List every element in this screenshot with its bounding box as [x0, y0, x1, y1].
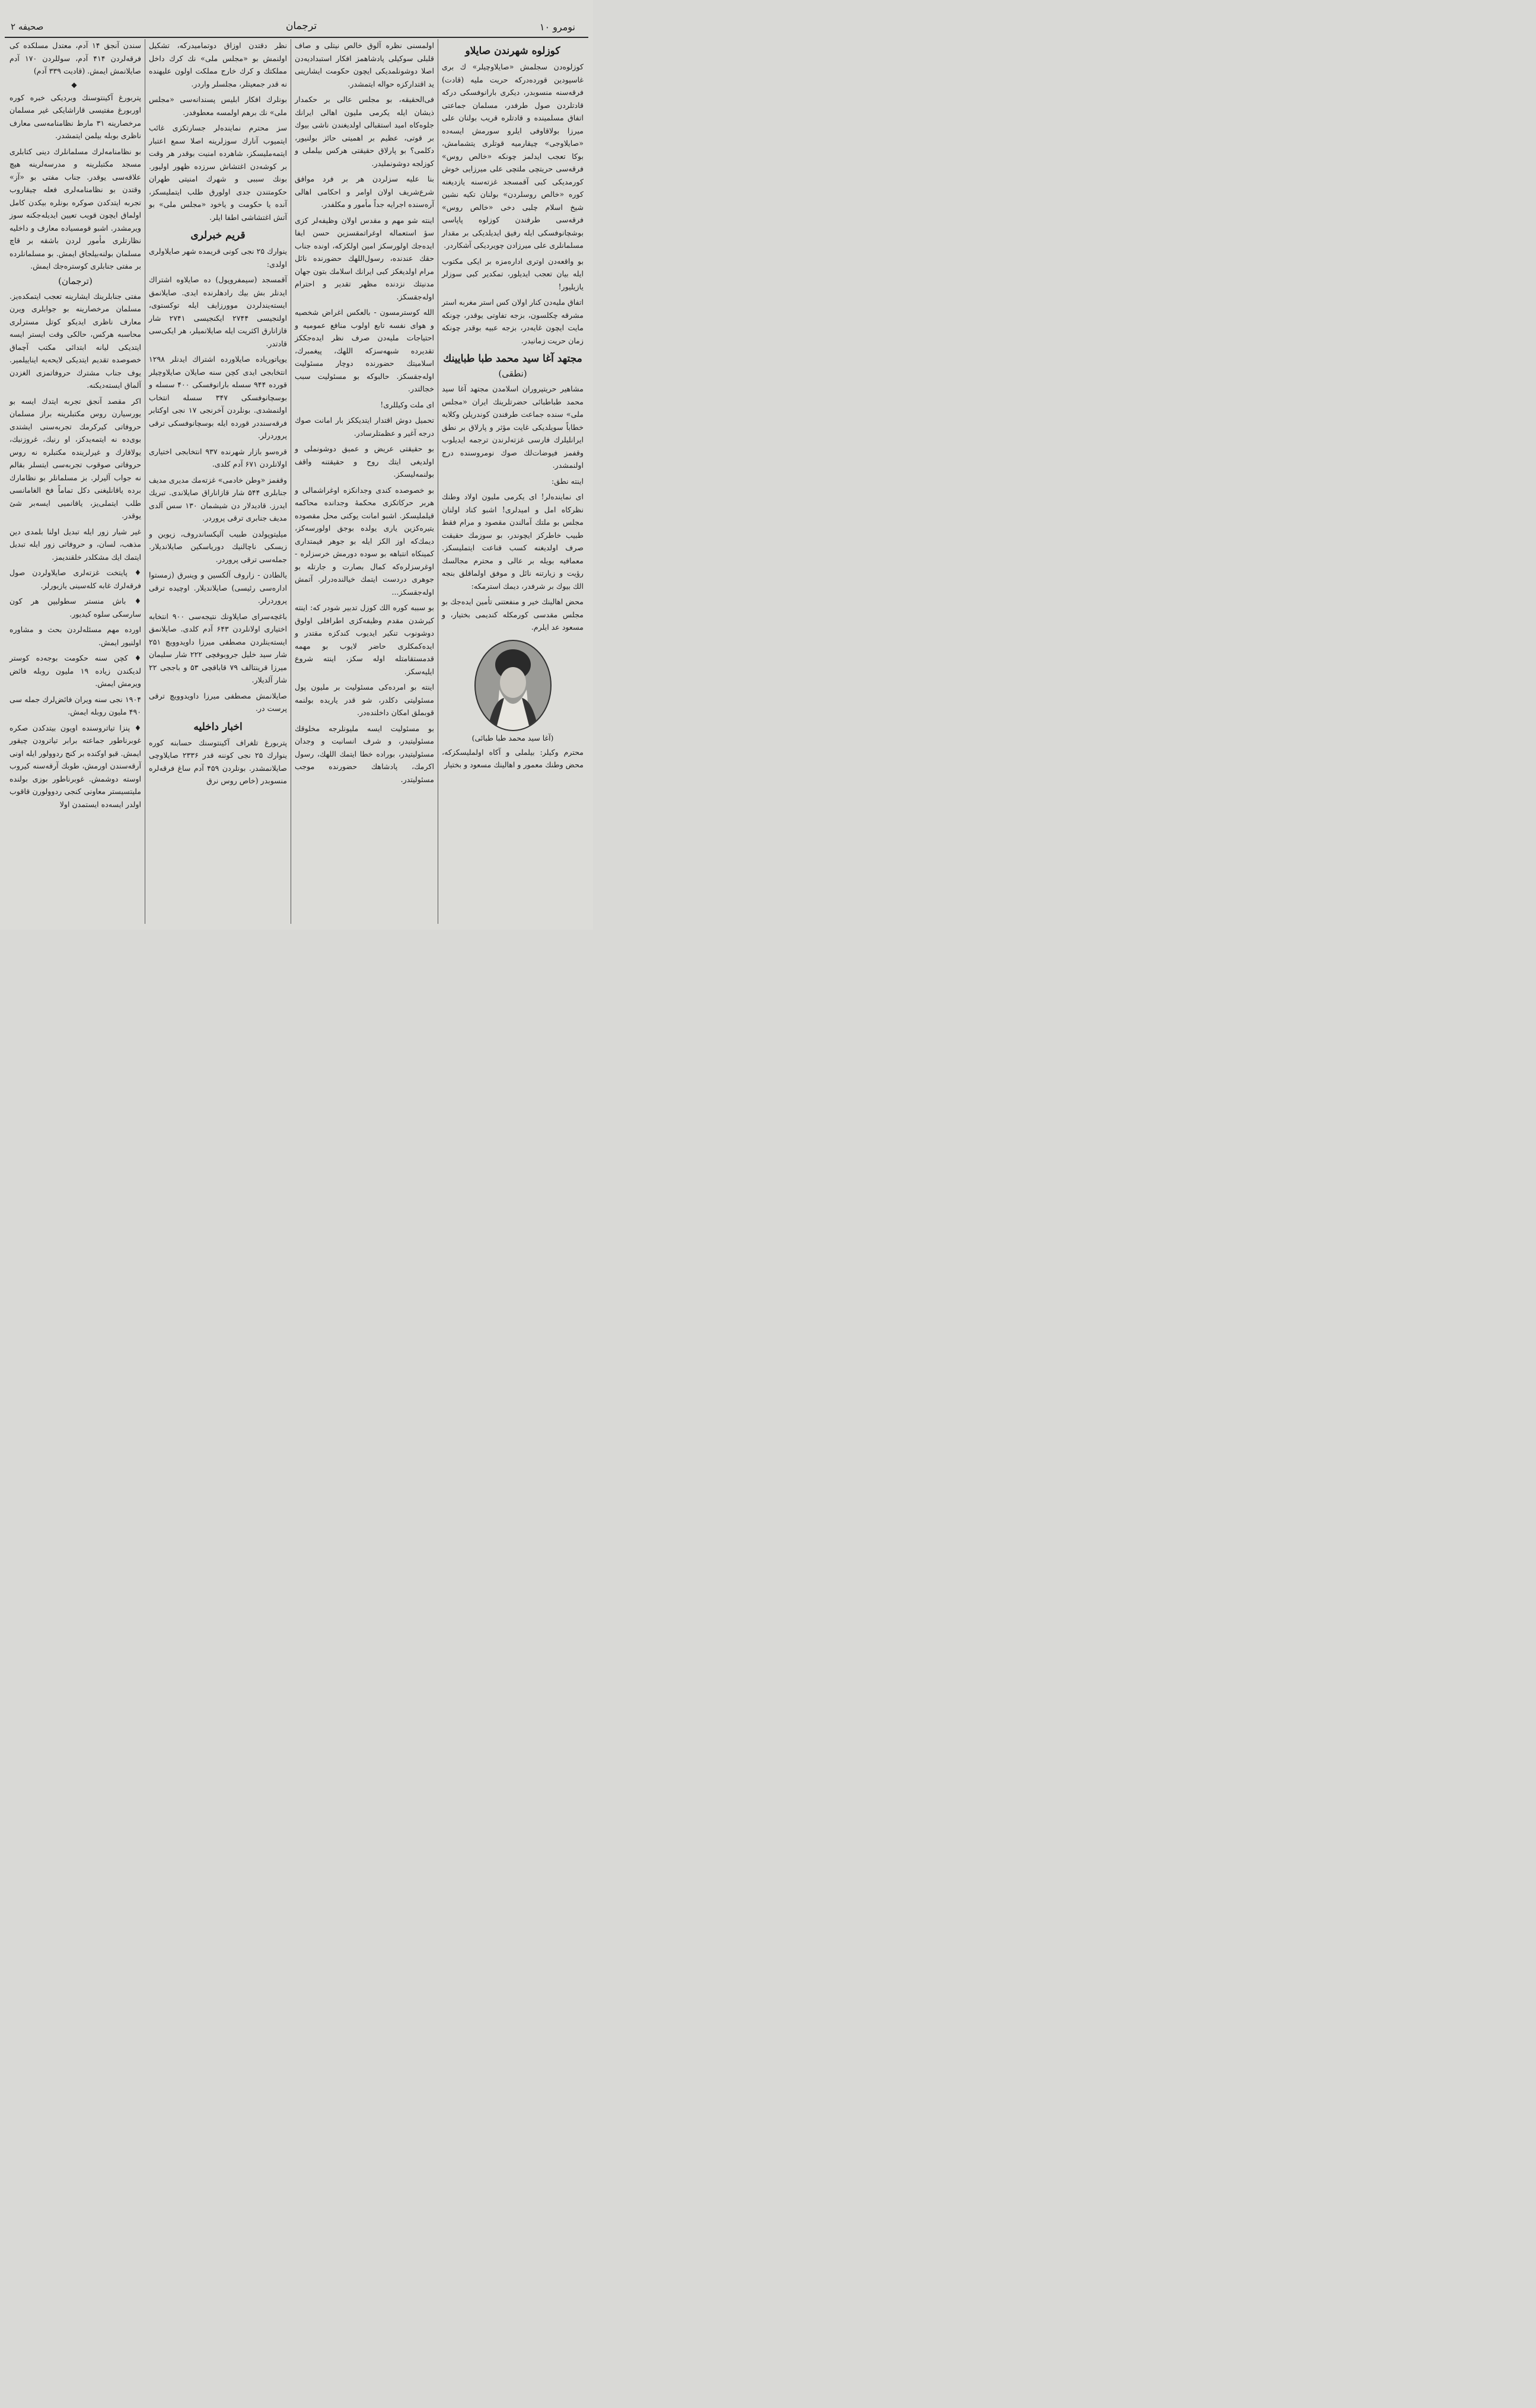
paragraph: پتربورغ تلغراف آکینتوسنك حسابنه کوره ینوارك ۲۵ نجی کوننه قدر ۲۳۳۶ صایلاوچی صایلانمشدر. بونلردن ۴۵۹ آدم ساغ فرقه‌لره منسوبدر (خاص روس نرق — [149, 738, 287, 785]
paragraph: میلیتوپولدن طبیب آلیکساندروف، زیوین و زیسکی ناچالنیك دوریاسکین صایلاندیلار. جمله‌سی ترقی پروردر. — [149, 529, 287, 564]
paragraph: ♦ پایتخت غزته‌لری صایلاولردن صول فرقه‌لرك غابه کله‌سینی یازیورلر. — [9, 568, 141, 590]
paragraph: یوپاتوریاده صایلاورده اشتراك ایدنلر ۱۲۹۸ انتخابجی ایدی کچن سنه صایلان صایلاوچیلر قورده ۹۴۴ سسله بارانوفسکی ۴۰۰ سسله و بوسچانوفسکی ۳۴۷ سسله انتخاب اولنمشدی. بونلردن آخرنجی ۱۷ نجی اوکتابر فرقه‌سنددر قورده ایله بوسچانوفسکی ترقی پروردرلر. — [149, 355, 288, 440]
source-credit: (ترجمان) — [58, 275, 93, 286]
paragraph: مفتی جنابلرینك ایشارینه تعجب ایتمکده‌یز. مسلمان مرخصارینه بو جوابلری ویرن معارف ناظری ایدیکو کوتل مسترلری محاسبه هرکس، حالکی وقت ایستر ایسه ایتدیکی لیانه ابتدائی مکتب آچماق خصوصده تقدیم ایتدیکی لایحه‌یه ایناییلمیر. یوف جناب مشترك حروفاتمزی الغزدن آلماق ایسته‌دیکنه. — [9, 291, 141, 390]
masthead — [5, 19, 588, 38]
paragraph: بو نظامنامه‌لرك مسلمانلرك دینی کتابلری مسجد مکتبلرینه و مدرسه‌لرینه هیچ علاقه‌سی یوقدر. جناب مفتی بو «آز» وقتدن بو نظامنامه‌لری فعله چیقاروب تجربه ایتدکدن صوکره بونلره بیکدن کامل اولماق ایچون قویب تعیین ایدیله‌جکنه سوز ویرمشدر. اشبو قومسیاده معارف و داخلیه نظارتلری مأمور لردن باشقه بر قاچ مسلمان بولنه‌بیلجاق ایمش. بو مسلمانلرده بر مفتی جنابلری کوستره‌جك ایمش. — [9, 146, 141, 270]
column-1 — [438, 39, 587, 924]
paragraph: ای ملت وکیللری! — [380, 400, 434, 409]
paragraph: ♦ کچن سنه حکومت بوجه‌ده کوستر لدیکندن زیاده ۱۹ ملیون روبله فائض ویرمش ایمش. — [9, 653, 141, 688]
paragraph: وقفمز «وطن خادمی» غزته‌مك مدیری مدیف جنابلری ۵۴۴ شار قازاناراق صایلاندی. تبریك ایدرز. قادیدلار دن شیشمان ۱۳۰ سس آلدی مدیف جنابری ترقی پروردر. — [148, 475, 288, 522]
paragraph: ای نماینده‌لر! ای یکرمی ملیون اولاد وطنك نظرکاه امل و امیدلری! اشبو کناد اولنان مجلس بو ملتك آمالندن مقصود و مرام فقط طبیب خاطرکز ایچوندر، بو سوزمك حقیقت صرف اولدیغنه کسب قناعت ایتملیسکز. معمافیه بویله بر عالی و محترم مجالسك رؤیت و زیارتنه نائل و موفق اولماقلق بنجه الك بیوك بر شرفدر، دیمك استرمکه: — [442, 492, 584, 591]
column-3 — [145, 39, 291, 924]
paragraph: فی‌الحقیقه، بو مجلس عالی بر حکمدار ذیشان ایله یکرمی ملیون اهالی ایرانك جلوه‌کاه امید استقبالی اولدیغندن ناشی بیوك بر قوتی، عظیم بر اهمیتی حائز بولنیور، دکلمی؟ بو پارلاق حقیقتی هرکس بیلملی و کوزلجه دوشونملیدر. — [295, 95, 434, 168]
paragraph: بنا علیه سزلردن هر بر فرد موافق شرع‌شریف اولان اوامر و احکامی اهالی آره‌سنده اجرایه جداً مأمور و مکلفدر. — [295, 174, 434, 209]
paragraph: محض اهالینك خیر و منفعتنی تأمین ایده‌جك بو مجلس مقدسی کورمکله کندیمی بختیار، و مسعود عد ایلرم. — [442, 597, 584, 631]
paragraph: سز محترم نماینده‌لر جسارتکزی غائب ایتمیوب آنارك سوزلرینه اصلا سمع اعتبار ایتمه‌ملیسکز، شاهرده امنیت بوقدر هر وقت بر کوشه‌دن اغتشاش سرزده ظهور اولیور. بونك سببی و شهرك امنیتی طهران حکومتندن جدی اولورق طلب ایتملیسکز، آنده یا حکومت و یاخود «مجلس ملی» بو آتش اغتشاشی اطفا ایلر. — [149, 123, 287, 222]
paragraph: اکر مقصد آنجق تجربه ایتدك ایسه بو یورسیارن روس مکتبلرینه براز مسلمان حروفاتی کیرکرمك تجربه‌سنی ایشتدی بوی‌ده‌ نه ایتمه‌یدکز، او رنیك، غروزنیك، یولاقارك و غیرلرینده مکتبلره نه روس حروفاتی صوقوب تجربه‌سی ایتسلر بقالم نه جواب آلیرلر. بز مسلمانلر بو نظامارك برده یاقانلیغنی دکل تماماً فخ الغامانسی طلب ایتملی‌یز، یاقانمیی ایسه‌بر شئ یوقدر. — [9, 396, 141, 520]
paragraph: اولمسنی نظره آلوق خالص نیتلی و صاف قلبلی سوکیلی پادشاهمز افکار استبدادیه‌دن اصلا دوشونلمدیکی ایچون حکومت ایشارینی ید اقتدارکزه حواله ایتمشدر. — [295, 41, 434, 88]
paragraph: ۱۹۰۴ نجی سنه ویران فائض‌لرك جمله سی ۴۹۰ ملیون روبله ایمش. — [9, 694, 141, 716]
newspaper-title: ترجمان — [285, 20, 317, 32]
issue-number: نومرو ۱۰ — [539, 21, 575, 33]
article-title: مجتهد آغا سید محمد طبا طبایینك — [443, 353, 582, 365]
section-divider: ◆ — [71, 80, 79, 89]
portrait-image — [474, 640, 552, 731]
paragraph: پتربورغ آکینتوسنك وبردیکی خبره کوره اوربورغ مفتیسی قاراشایکی غیر مسلمان مرخصارینه ۳۱ مارط نظامنامه‌سی معارف ناظری بوبله بیلمن ایتمشدر. — [9, 93, 141, 140]
paragraph: صایلانمش مصطفی میرزا داویدوویچ ترقی پرست در. — [149, 691, 287, 713]
page-number: صحیفه ۲ — [11, 21, 44, 32]
paragraph: سندن آنجق ۱۴ آدم، معتدل مسلکده کی فرقه‌لردن ۴۱۴ آدم، سوللردن ۱۷۰ آدم صایلانمش ایمش. (قادیت ۳۳۹ آدم) — [9, 41, 142, 75]
column-2 — [291, 39, 438, 924]
paragraph: بو حقیقتی عریض و عمیق دوشونملی و اولدیغی ایتك روح و حقیقتنه واقف بولنمه‌لیسکز. — [295, 444, 434, 479]
paragraph: یالطادن - زاروف آلکسین و وینبرق (زمستوا اداره‌سی رئیسی) صایلاندیلار. اوچیده ترقی پروردرلر. — [149, 570, 287, 605]
paragraph: بو مسئولیت ایسه ملیونلرجه مخلوقك مسئولیتیدر، و شرف انسانیت و وجدان مسئولیتیدر، بوراده خطا ایتمك اللهك، رسول اکرمك، پادشاهك حضورنده موجب مسئولیتدر. — [295, 723, 434, 784]
paragraph: بو خصوصده کندی وجدانکزه اوغراشمالی و هربر حرکاتکزی محکمهٔ وجدانده محاکمه قیلملیسکز. اشبو امانت یوکنی محل مقصوده یتیره‌کزین یاری یولده بوجق اولورسه‌کز، دیمك‌که اوز الکز ایله بو جوهر قیمتداری کمینکاه انتباهه بو سوده دورمش خرسزلره - اوغرسزلره‌که کمال بصارت و جارتله بو جوهری دردست ایتمك خیالنده‌درلر. آتمش اوله‌جقسکز... — [295, 485, 434, 597]
paragraph: کوزلوه‌دن سجلمش «صایلاوچیلر» ك بری غاسپودین قورده‌درکه حریت ملیه (قادت) فرقه‌سنه منسوبدر، دیکری بارانوفسکی درکه قادتلردن صول طرفدر، مسلمان جماعتی اتفاق مسلمینده و قادتلره قریب بولنان علی میرزا بولاقاوفی ایلرو سورمش ایسه‌ده «صایلاوجی» چیقارمیه قوتلری یتشمامش، بوکا تعجب ایدلمز چونکه «خالص روس» فرقه‌سی حریتچی ملتچی علی میرزایی خوش کورمدیکی کبی آقمسجد غزته‌سنه یازدیغنه کوره «خالص روسلردن» بولنان تکیه نشین شیخ اسلام چلبی دخی «خالص روس» فرقه‌سی طرفندن کوزلوه پاپاسی بوشچانوفسکی ایله رفیق ایدیلدیکی بر مقدار مسلمانلری علی میرزادن چویردیکی آشکاردر. — [442, 62, 584, 250]
paragraph: غیر شیار زور ایله تبدیل اولنا بلمدی دین مذهب، لسان، و حروفاتی زور ایله تبدیل ایتمك ایك مشکلدر خلقندیمز. — [9, 527, 141, 562]
paragraph: محترم وکیلر: بیلملی و آکاه اولملیسکزکه، محض وطنك معمور و اهالینك مسعود و بختیار — [442, 747, 584, 769]
column-4 — [6, 39, 145, 924]
paragraph: ♦ پنزا تیاتروسنده اویون بیتدکدن صکره غوبرناطور جماعته برابر تیاترودن چیقور ایمش. قبو اوکنده بر کنج ردوولور ایله اونی آرقه‌سندن اورمش، طوبك آرقه‌سنه کیروب اوسته دوشمش. غوبرناطور بوزی بولنده ملیتسیستر معاونی کنجی ردوولورن قاقوب اولدر ایسه‌ده ایستمدن اولا — [9, 723, 141, 809]
paragraph: بو سببه کوره الك کوزل تدبیر شودر که: اینته کیرشدن مقدم وظیفه‌کزی اطرافلی اولوق دوشونوب تنکیر ایدیوب کندکزه مقتدر و ایده‌کمکلری حاضر لایوب بو مهمه قدمستقامتله اوله سکز، اینته شروع ایلیه‌سکز. — [295, 603, 434, 676]
article-subtitle: (نطقی) — [498, 368, 527, 379]
paragraph: اینته نطق: — [552, 476, 584, 486]
article-title: کوزلوه شهرندن صایلاو — [465, 45, 560, 57]
paragraph: اتفاق ملیه‌دن کنار اولان کس استر مغربه استر مشرقه چکلسون، بزجه تفاوتی یوقدر، چونکه مایت ایچون غایه‌در، بزجه عبیه بوقدر چونکه زمان حریت زمانیدر. — [442, 298, 584, 345]
paragraph: بو واقعه‌دن اوتری اداره‌مزه بر ایکی مکتوب ایله بیان تعجب ایدیلور، تمکدیر کبی سوزلر یازیلیور! — [442, 256, 584, 291]
paragraph: ♦ باش منستر سطولیپن هر کون سارسکی سلوه کیدیور. — [9, 597, 141, 618]
portrait-caption: (آغا سید محمد طبا طبائی) — [471, 733, 554, 742]
article-title: قریم خبرلری — [190, 229, 246, 241]
paragraph: اورده مهم مسئله‌لردن بحث و مشاوره اولنیور ایمش. — [9, 625, 141, 647]
paragraph: آقمسجد (سیمفروپول) ده صایلاوه اشتراك ایدنلر بش بیك رادهلرنده ایدی. صایلانمق ایسته‌یندلردن موورزایف ایله توکستوی، اولنجیسی ۲۷۴۴ ایکنجیسی ۲۷۴۱ شار قازانارق اکثریت ایله صایلانمیلر، هر ایکی‌سی قادتدر. — [149, 275, 287, 348]
paragraph: قره‌سو بازار شهرنده ۹۳۷ انتخابجی اختیاری اولانلردن ۶۷۱ آدم کلدی. — [149, 446, 287, 468]
paragraph: ینوارك ۲۵ نجی کونی قریمده شهر صایلاولری اولدی: — [149, 247, 287, 269]
paragraph: بونلرك افکار ابلیس پسندانه‌سی «مجلس ملی» نك برهم اولمسه معطوفدر. — [149, 95, 287, 117]
paragraph: اینته بو امرده‌کی مسئولیت بر ملیون پول مسئولیتی دکلدر، شو قدر یاریده بولنمه قوبملق امکان داخلنده‌در. — [295, 682, 434, 717]
article-title: اخبار داخلیه — [193, 720, 243, 733]
newspaper-page — [0, 0, 593, 930]
paragraph: باغچه‌سرای صایلاونك نتیجه‌سی ۹۰۰ انتخابه اختیاری اولانلردن ۶۴۳ آدم کلدی. صایلانمق ایسته‌ینلردن مصطفی میرزا داویدوویچ ۲۵۱ شار سید خلیل جروبوفچی ۲۲۲ شار سلیمان میرزا قرینتالف ۷۹ قاباقچی ۵۳ و باججی ۲۲ شار آلدیلار. — [149, 611, 288, 684]
columns — [6, 39, 587, 924]
paragraph: نظر دقتدن اوزاق دوتمامیدرکه، تشکیل اولنمش بو «مجلس ملی» نك کرك داخل مملکتك و کرك خارج مملکت اولون علیهنده نه قدر جمعیتلر، مجلسلر واردر. — [149, 41, 287, 88]
paragraph: اینته شو مهم و مقدس اولان وظیفه‌لر کزی سؤ استعماله اوغراتمقسزین حسن ایفا ایده‌جك اولورسکز امین اولکزکه، اونده جناب حقك عندنده، رسول‌اللهك حضورنده نائل مرام اولدیغکز کبی ایرانك اسلامك بتون جهان مدنیتك نزدنده مظهر تقدیر و احترام اوله‌جقسکز. — [295, 215, 434, 301]
paragraph: الله کوسترمسون - بالعکس اغراض شخصیه و هوای نفسه تابع اولوب منافع عمومیه و احتیاجات ملیه‌دن صرف نظر ایده‌جککز تقدیرده شبهه‌سزکه اللهك، پیغمبرك، اسلامیتك حضورنده دوچار مسئولیت اوله‌جقسکز. حالبوکه بو مسئولیت سبب خجالتدر. — [295, 308, 434, 393]
paragraph: مشاهیر حریتپروران اسلامدن مجتهد آغا سید محمد طباطبائی حضرتلرینك ایران «مجلس ملی» سنده جماعت طرفندن کوندریلن وکلایه خطاباً سویلدیکی غایت مؤثر و پارلاق بر نطق ایرانلیلرك فارسی غزته‌لرندن ترجمه ایدیلوب وقفمز فیوضات‌لك صوك نومروسنده درج اولنمشدر. — [442, 384, 584, 470]
paragraph: تحمیل دوش اقتدار ایتدیککز بار امانت صوك درجه آغیر و عظمتلرسادر. — [295, 416, 434, 438]
